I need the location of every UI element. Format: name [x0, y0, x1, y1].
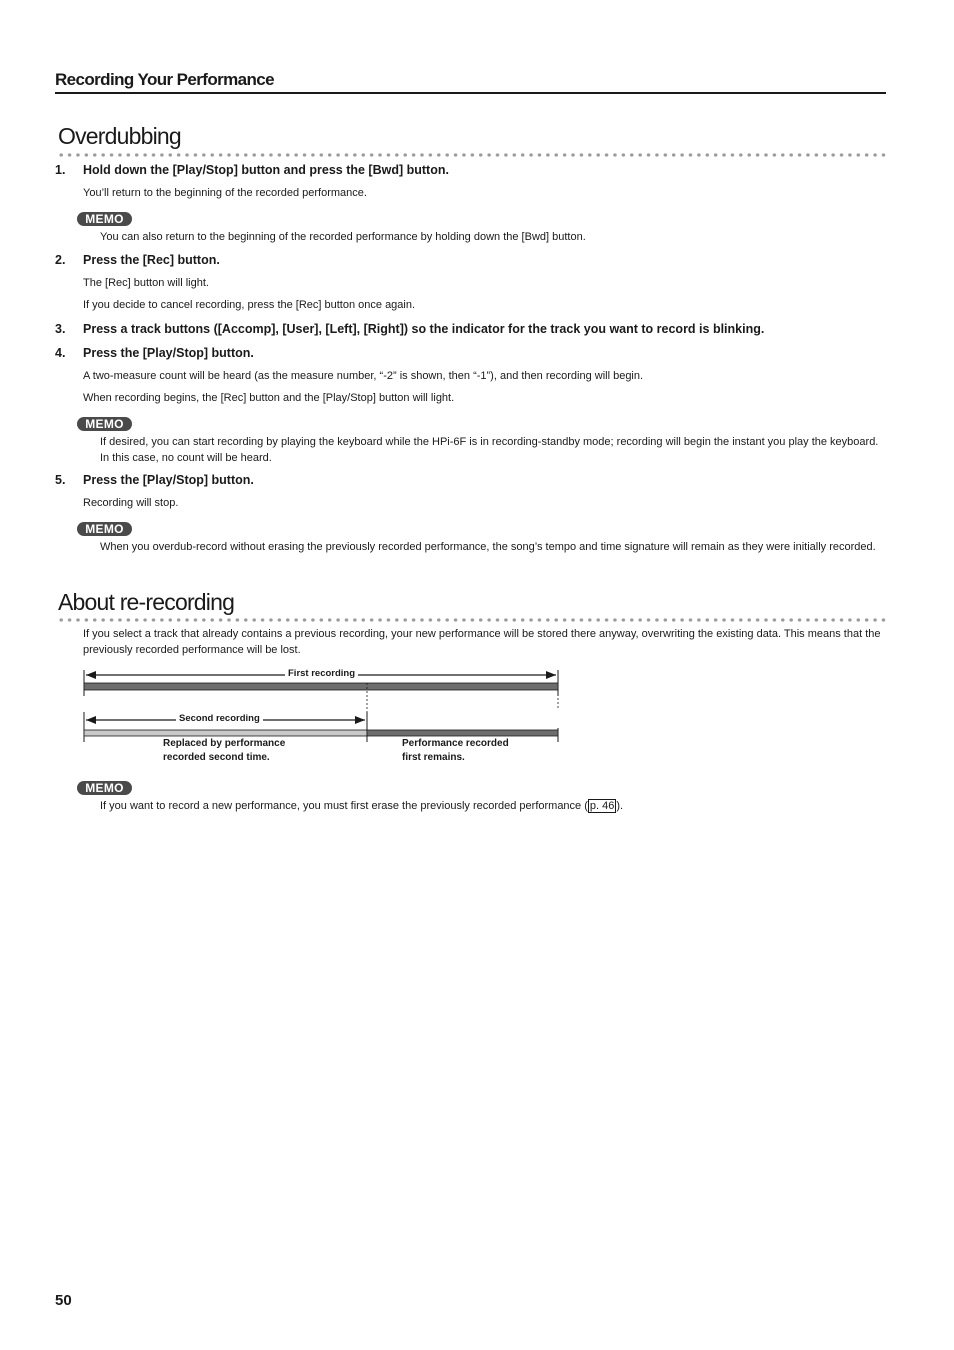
memo-badge: MEMO [77, 781, 132, 795]
step-note: If you decide to cancel recording, press the [Rec] button once again. [83, 299, 416, 311]
caption-line: Performance recorded [402, 738, 509, 749]
memo-text: If desired, you can start recording by playing the keyboard while the HPi-6F is in recording-standby mode; recording will begin the instant you play the keyboard. In this case, no count will be heard. [100, 436, 879, 464]
memo-text [100, 799, 885, 815]
step-note: A two-measure count will be heard (as the measure number, “-2” is shown, then “-1”), and then recording will begin. [83, 370, 644, 382]
step-note: When recording begins, the [Rec] button and the [Play/Stop] button will light. [83, 392, 455, 404]
first-arrow-head-right [546, 671, 556, 679]
step-instruction: Press the [Rec] button. [83, 253, 220, 267]
memo-text: You can also return to the beginning of the recorded performance by holding down the [Bwd] button. [100, 231, 586, 243]
caption-line: first remains. [402, 752, 465, 763]
remaining-first-bar [367, 730, 558, 736]
step-number: 2. [55, 253, 66, 267]
step-number: 5. [55, 473, 66, 487]
caption-line: Replaced by performance [163, 738, 286, 749]
second-recording-bar [84, 730, 367, 736]
step-number: 1. [55, 163, 66, 177]
dotted-divider [57, 618, 887, 622]
page-reference-link[interactable]: p. 46 [589, 800, 615, 812]
step-number: 3. [55, 322, 66, 336]
step-note: Recording will stop. [83, 497, 179, 509]
memo-badge: MEMO [77, 212, 132, 226]
chapter-title: Recording Your Performance [55, 70, 274, 89]
first-recording-label: First recording [285, 668, 358, 679]
step-instruction: Press the [Play/Stop] button. [83, 346, 254, 360]
step-note: The [Rec] button will light. [83, 277, 209, 289]
caption-line: recorded second time. [163, 752, 270, 763]
chapter-header [55, 70, 886, 94]
step-instruction: Press a track buttons ([Accomp], [User], [Left], [Right]) so the indicator for the track you want to record is blinking. [83, 322, 765, 336]
memo-badge: MEMO [77, 417, 132, 431]
first-recording-bar [84, 683, 558, 690]
dotted-divider [57, 153, 887, 157]
second-recording-label: Second recording [176, 713, 263, 724]
page-number: 50 [55, 1292, 72, 1309]
memo-badge: MEMO [77, 522, 132, 536]
memo-text-after: ). [616, 800, 624, 812]
section-title-rerecording: About re-recording [58, 589, 235, 615]
step-instruction: Press the [Play/Stop] button. [83, 473, 254, 487]
remains-caption [402, 737, 509, 765]
memo-text: When you overdub-record without erasing the previously recorded performance, the song’s tempo and time signature will remain as they were initially recorded. [100, 541, 876, 553]
step-instruction: Hold down the [Play/Stop] button and press the [Bwd] button. [83, 163, 449, 177]
first-arrow-head-left [86, 671, 96, 679]
second-arrow-head-left [86, 716, 96, 724]
step-note: You’ll return to the beginning of the recorded performance. [83, 187, 367, 199]
rerecording-diagram [80, 664, 564, 774]
second-arrow-head-right [355, 716, 365, 724]
replaced-caption [163, 737, 285, 765]
step-number: 4. [55, 346, 66, 360]
section-title-overdubbing: Overdubbing [58, 123, 181, 149]
section-body: If you select a track that already contains a previous recording, your new performance will be stored there anyway, overwriting the existing data. This means that the previously recorded performance will be lost. [83, 628, 881, 656]
memo-text-before: If you want to record a new performance, you must first erase the previously recorded performance ( [100, 800, 588, 812]
